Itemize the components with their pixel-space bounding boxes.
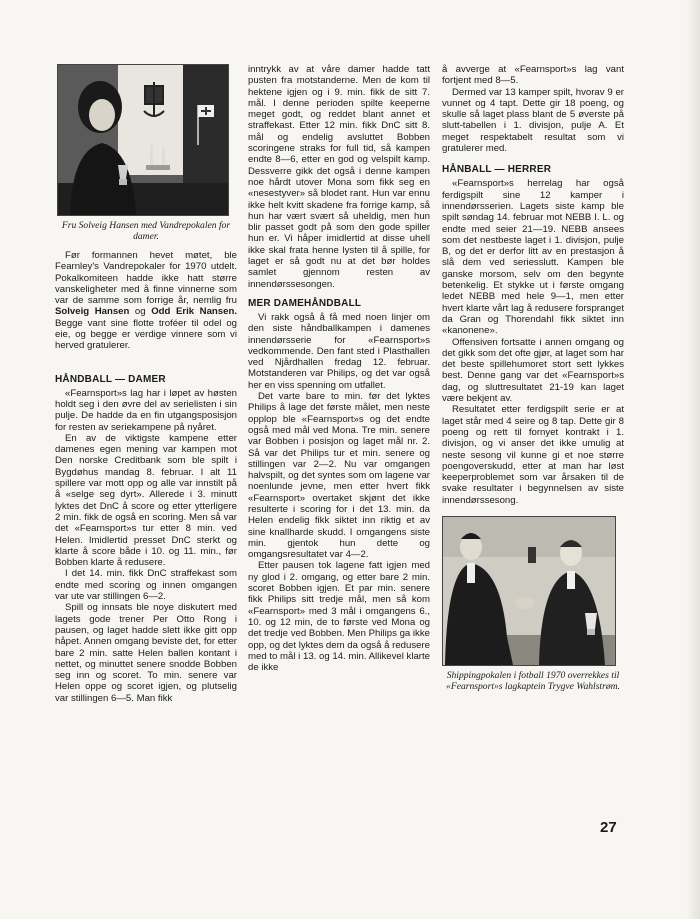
paragraph: «Fearnsport»s herrelag har også ferdigspilt sine 12 kamper i innendørsserien. Lagets siste kamp ble spilt søndag 14. februar mot NEBB I. L. og endte med seier 21—19. NEBB ansees som det nestbeste laget i 1. divisjon, pulje B, og det er derfor litt av en prestasjon å slå dem ved seriesslutt. Kampen ble ganske morsom, selv om den begynte betenkelig. Et stykke ut i første omgang ledet NEBB med hele 9—1, men etter hvert klarte vårt lag å redusere forspranget da Gran og Thorendahl fikk siktet inn «kanonene». (442, 178, 624, 337)
photo-illustration (58, 65, 228, 215)
column-1 (55, 64, 237, 704)
trophy-handover-photo (442, 516, 616, 666)
paragraph: «Fearnsport»s lag har i løpet av høsten holdt seg i den øvre del av serielisten i sin pulje. De hadde da en fin utgangsposisjon for resten av seriekampene på nyåret. (55, 387, 237, 433)
heading-handball-herrer: HÅNBALL — HERRER (442, 164, 552, 176)
paragraph: Etter pausen tok lagene fatt igjen med ny glod i 2. omgang, og etter bare 2 min. scoret Bobben igjen. Et par min. senere fikk Philips sitt tredje mål, men så kom «Fearnsport» med 3 mål i omgangens 6., 10. og 12 min, de to første ved Mona og det tredje ved Bobben. Men Philips ga ikke opp, og det lyktes dem da også å redusere med to mål i 13. og 14. min. Allikevel klarte de ikke (248, 560, 430, 674)
photo-caption-1: Fru Solveig Hansen med Vandrepokalen for damer. (61, 220, 231, 242)
page-edge-shadow (686, 0, 700, 919)
paragraph: Det varte bare to min. før det lyktes Philips å lage det første målet, men neste opplop ble «Fearnsport»s og det endte også med mål ved Mona. Tre min. senere var Bobben i posisjon og laget mål nr. 2. Så var det Philips tur et min. senere og stillingen var 2—2. Nu var omgangen halvspilt, og det syntes som om lagene var noenlunde jevne, men etter hvert fikk «Fearnsport» overtaket skjønt det ikke resulterte i scoring for i det 13. min. da Helen endelig fikk siktet inn riktig et av sine knallharde skudd. I omgangens siste min. gjentok hun dette og omgangsresultatet var 4—2. (248, 391, 430, 561)
page-number: 27 (600, 819, 617, 836)
column-3 (442, 64, 624, 700)
paragraph: Resultatet etter ferdigspilt serie er at laget står med 4 seire og 8 tap. Dette gir 8 poeng og rett til fornyet kontrakt i 1. divisjon, og vi anser det ikke umulig at neste sesong vil kunne gi et noe større poengoverskudd, etter at man har løst keeperproblemet som var årsaken til de svake resultater i begynnelsen av siste innendørssesong. (442, 404, 624, 506)
intro-paragraph: Før formannen hevet møtet, ble Fearnley's Vandrepokaler for 1970 utdelt. Pokalkomiteen hadde ikke hatt større vanskeligheter med å finne vinnerne som var de samme som forrige år, nemlig fru Solveig Hansen og Odd Erik Nansen. Begge vant sine flotte troféer til odel og eie, og begge er verdige vinnere som vi herved gratulerer. (55, 250, 237, 352)
paragraph: Spill og innsats ble noye diskutert med lagets gode trener Per Otto Rong i pausen, og laget hadde slett ikke gitt opp håpet. Annen omgang beviste det, for etter bare 2 min. satte Helen ballen kontant i nettet, og minuttet senere snodde Bobben seg inn og scoret. To min. senere var Helen oppe og scoret igjen, og plutselig var stillingen 6—5. Man fikk (55, 602, 237, 704)
photo-illustration (443, 517, 615, 665)
photo-caption-2: Shippingpokalen i fotball 1970 overrekkes til «Fearnsport»s lagkaptein Trygve Wahlstrøm. (446, 669, 620, 692)
heading-handball-damer: HÅNDBALL — DAMER (55, 373, 166, 385)
column-2 (248, 64, 430, 673)
paragraph: Offensiven fortsatte i annen omgang og det gikk som det ofte gjør, at laget som har det beste spillehumoret stort sett lykkes best. Denne gang var det «Fearnsport»s dag, og sluttresultatet 21-19 kan laget være bekjent av. (442, 336, 624, 405)
name-solveig: Solveig Hansen (55, 306, 130, 318)
name-odd-erik: Odd Erik Nansen. (151, 306, 237, 318)
woman-with-trophy-photo (57, 64, 229, 216)
paragraph: Vi rakk også å få med noen linjer om den siste håndballkampen i damenes innendørsserie for «Fearnsport»s vedkommende. Den fant sted i Plasthallen ved Njårdhallen fredag 12. februar. Motstanderen var Philips, og det var også her en viss spenning om utfallet. (248, 311, 430, 391)
paragraph: Dermed var 13 kamper spilt, hvorav 9 er vunnet og 4 tapt. Dette gir 18 poeng, og skulle så laget plass blant de 5 øverste på slutt-tabellen i 1. divisjon, pulje A. Et meget respektabelt resultat som vi gratulerer med. (442, 86, 624, 155)
paragraph: inntrykk av at våre damer hadde tatt pusten fra motstanderne. Men de kom til hektene igjen og i 9. min. fikk de sitt 7. mål. I denne perioden spilte keeperne meget godt, og reddet blant annet et straffekast. Etter 12 min. fikk DnC sitt 8. mål og endelig avsluttet Bobben scoringene straks for full tid, så kampen endte 8—6, etter en god og velspilt kamp. Dessverre gikk det også i denne kampen noe hårdt utover Mona som fikk seg en «nesestyver» så blodet rant. Hun var ennu ikke helt kvitt skadene fra forrige kamp, så hun har vært svært så uheldig, men hun blir passet godt på som den gode spiller hun er. Vi håper imidlertid at disse uhell ikke skal frata henne lysten til å spille, for laget er så godt nu at det bør holdes samlet gjennom resten av innendørssesongen. (248, 64, 430, 290)
heading-mer-damehandball: MER DAMEHÅNDBALL (248, 297, 362, 309)
paragraph: I det 14. min. fikk DnC straffekast som endte med scoring og innen omgangen var ute var stillingen 6—2. (55, 568, 237, 603)
paragraph: å avverge at «Fearnsport»s lag vant fortjent med 8—5. (442, 64, 624, 87)
paragraph: En av de viktigste kampene etter damenes egen mening var kampen mot Den norske Creditbank som ble spilt i Bygdøhus mandag 8. februar. I alt 11 spillere var mott opp og alle var innstilt på å «selge seg dyrt». Allerede i 3. minutt lyktes det DnC å score og etter ytterligere 2 min. fikk de også en scoring. Men så var det «Fearnsport»s tur etter 8 min. ved Helen. Imidlertid presset DnC sterkt og klarte å score både i 10. og 11. min., før Bobben klarte å redusere. (55, 432, 237, 569)
